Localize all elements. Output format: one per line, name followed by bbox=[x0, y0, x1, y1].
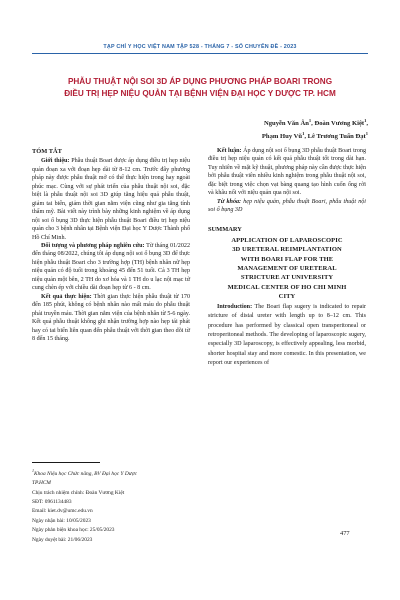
abstract-methods bbox=[32, 242, 190, 293]
abstract-intro bbox=[32, 157, 190, 242]
summary-heading: SUMMARY bbox=[208, 225, 242, 233]
author-separator: , bbox=[366, 120, 368, 128]
corresponding-author: Chịu trách nhiệm chính: Đoàn Vương Kiệt bbox=[32, 489, 125, 496]
author-affiliation-mark: 1 bbox=[308, 118, 312, 123]
affiliation-text: Khoa Niệu học Chức năng, BV Đại học Y Dược bbox=[34, 470, 137, 477]
author-name: Phạm Huy Vũ bbox=[261, 133, 303, 141]
abstract-conclusion bbox=[208, 147, 366, 198]
keywords-label: Từ khóa: bbox=[217, 198, 242, 205]
author-line-2 bbox=[168, 129, 368, 142]
conclusion-text: Áp dụng nội soi ổ bụng 3D phẫu thuật Boari trong điều trị hẹp niệu quản có kết quả phẫu thuật tốt trong dài hạn. Tuy nhiên về mặt kỹ thuật, phương pháp này cần được thực hiện bởi phẫu thuật viên nhiều kinh nghiệm trong phẫu thuật nội soi, đặc biệt trong việc chọn vạt bàng quang tạo hình cuốn ống rời và khâu nối với niệu quản qua nội soi. bbox=[208, 148, 367, 197]
article-title-line-1: PHẪU THUẬT NỘI SOI 3D ÁP DỤNG PHƯƠNG PHÁP BOARI TRONG bbox=[67, 77, 333, 86]
methods-label: Đối tượng và phương pháp nghiên cứu: bbox=[41, 242, 145, 249]
accepted-date: Ngày duyệt bài: 21/06/2023 bbox=[32, 536, 93, 543]
footnotes bbox=[32, 466, 192, 545]
header-rule bbox=[32, 53, 368, 54]
author-name: , Lê Trương Tuấn Đạt bbox=[304, 133, 366, 141]
english-title-line: STRICTURE AT UNIVERSITY bbox=[240, 274, 334, 282]
abstract-heading: TÓM TẮT bbox=[32, 148, 62, 155]
conclusion-label: Kết luận: bbox=[217, 148, 242, 154]
email-address: Email: kiet.dv@umc.edu.vn bbox=[32, 508, 93, 515]
summary-intro bbox=[208, 303, 366, 368]
left-column bbox=[32, 148, 190, 343]
author-list bbox=[168, 116, 368, 142]
summary-intro-label: Introduction: bbox=[217, 304, 253, 311]
article-title-line-2: ĐIỀU TRỊ HẸP NIỆU QUẢN TẠI BỆNH VIỆN ĐẠI HỌC Y DƯỢC TP. HCM bbox=[64, 89, 336, 98]
phone-number: SĐT: 0961134483 bbox=[32, 499, 72, 506]
intro-text: Phẫu thuật Boari được áp dụng điều trị hẹp niệu quản đoạn xa với đoạn hẹp dài từ 8-12 cm. Trước đây phương pháp này được phẫu thuật mở có thể thực hiện trong hay ngoài phúc mạc. Cùng với sự phát triển của phẫu thuật nội soi, đặc biệt là phẫu thuật nội soi 3D giúp tăng hiệu quả phẫu thuật, giảm tai biến, giảm thời gian nằm viện cũng như gia tăng tính thẩm mỹ. Bài viết này trình bày những kinh nghiệm về áp dụng nội soi ổ bụng 3D thực hiện phẫu thuật Boari điều trị hẹp niệu quản cho 3 bệnh nhân tại Bệnh viện Đại học Y Dược Thành phố Hồ Chí Minh. bbox=[32, 158, 191, 241]
results-label: Kết quả thực hiện: bbox=[41, 293, 92, 300]
english-title-line: WITH BOARI FLAP FOR THE bbox=[240, 255, 334, 263]
english-title-line: MANAGEMENT OF URETERAL bbox=[237, 264, 337, 272]
author-affiliation-mark: 1 bbox=[364, 118, 367, 123]
keywords-text: hẹp niệu quản, phẫu thuật Boari, phẫu thuật nội soi ổ bụng 3D bbox=[208, 198, 366, 214]
author-line-1 bbox=[168, 116, 368, 129]
review-date: Ngày phản biện khoa học: 25/05/2023 bbox=[32, 527, 115, 534]
author-affiliation-mark: 1 bbox=[302, 131, 305, 137]
methods-text: Từ tháng 01/2022 đến tháng 08/2022, chúng tôi áp dụng nội soi ổ bụng 3D để thực hiện phẫu thuật Boari cho 3 trường hợp (TH) bệnh nhân nữ hẹp niệu quản có độ tuổi trong khoảng 45 đến 51 tuổi. Cả 3 TH hẹp niệu quản một bên, 2 TH do xơ hóa và 1 TH do u lạc nội mạc tử cung chèn ép với chiều dài đoạn hẹp từ 6 - 8 cm. bbox=[32, 242, 190, 292]
results-text: Thời gian thực hiện phẫu thuật từ 170 đến 185 phút, không có bệnh nhân nào mất máu do phẫu thuật phải truyền máu. Thời gian nằm viện của bệnh nhân từ 5-6 ngày. Kết quả phẫu thuật không ghi nhận trường hợp nào hẹp tái phát hay có tai biến liên quan đến phẫu thuật với thời gian theo dõi từ 8 đến 15 tháng. bbox=[32, 293, 190, 342]
english-title-line: CITY bbox=[278, 292, 296, 300]
abstract-results bbox=[32, 293, 190, 344]
page-number: 477 bbox=[340, 530, 350, 537]
author-affiliation-mark: 1 bbox=[365, 131, 368, 137]
right-column bbox=[208, 147, 366, 368]
english-title-line: 3D URETERAL REIMPLANTATION bbox=[232, 246, 342, 254]
article-title bbox=[28, 76, 372, 100]
footnote-rule bbox=[32, 462, 100, 463]
intro-label: Giới thiệu: bbox=[41, 158, 70, 165]
affiliation-line bbox=[32, 466, 192, 479]
running-header: TẠP CHÍ Y HỌC VIỆT NAM TẬP 528 - THÁNG 7 - SỐ CHUYÊN ĐỀ - 2023 bbox=[103, 44, 297, 50]
abstract-keywords bbox=[208, 198, 366, 215]
author-name: Nguyễn Văn Ân bbox=[263, 120, 309, 128]
received-date: Ngày nhận bài: 10/05/2023 bbox=[32, 517, 91, 524]
english-title bbox=[208, 236, 366, 301]
affiliation-mark: 1 bbox=[32, 468, 34, 473]
english-title-line: MEDICAL CENTER OF HO CHI MINH bbox=[227, 283, 347, 291]
author-name: , Đoàn Vương Kiệt bbox=[311, 120, 365, 128]
affiliation-line-2: TP.HCM bbox=[32, 480, 51, 487]
english-title-line: APPLICATION OF LAPAROSCOPIC bbox=[231, 237, 343, 245]
summary-intro-text: The Boari flap sugery is indicated to repair stricture of distal ureter with length up to 8–12 cm. This procedure has performed by classical open transperitoneal or retroperitoneal methods. The developing of laparoscopic sugery, especially 3D laparoscopy, is effectively appealing, less morbid, shorter hospital stay and more comestic. In this presentation, we report our experiences of bbox=[208, 304, 366, 366]
